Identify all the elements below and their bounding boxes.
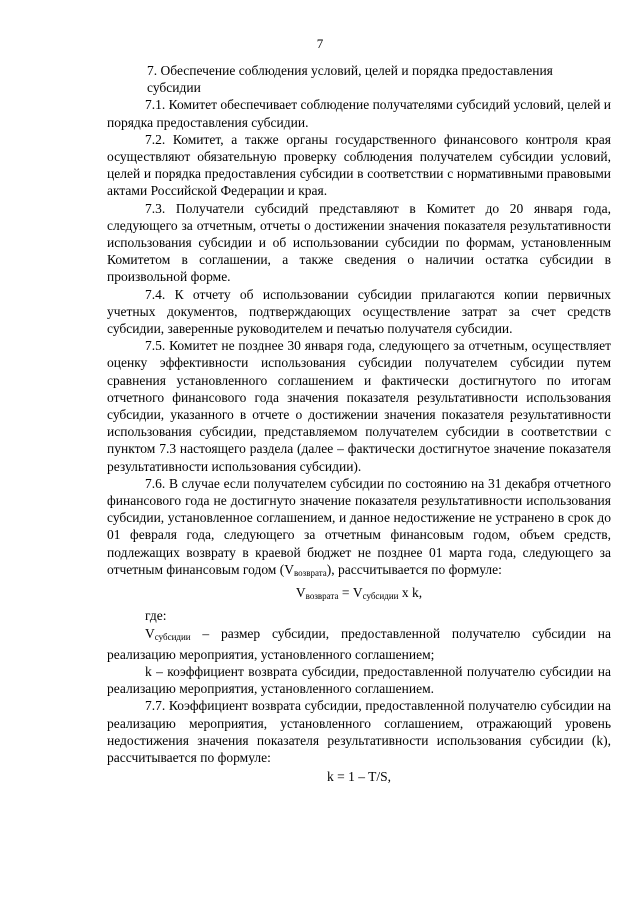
definition-v: V: [145, 625, 155, 641]
paragraph-7-1: 7.1. Комитет обеспечивает соблюдение получателями субсидий условий, целей и порядка предоставления субсидии.: [107, 97, 612, 130]
formula-v-subsidy: V: [352, 585, 363, 601]
definition-v-text: – размер субсидии, предоставленной получателю субсидии на реализацию мероприятия, установленного соглашением;: [107, 625, 611, 662]
paragraph-7-6-text: 7.6. В случае если получателем субсидии по состоянию на 31 декабря отчетного финансового года не достигнуто значение показателя результативности использования субсидии, установленное соглашением, и данное недостижение не устранено в срок до 01 февраля года, следующего за отчетным финансовым годом, объем средств, подлежащих возврату в краевой бюджет не позднее 01 марта года, следующего за отчетным финансовым годом (V: [107, 475, 611, 577]
page-number: 7: [316, 36, 324, 51]
paragraph-7-7: 7.7. Коэффициент возврата субсидии, предоставленной получателю субсидии на реализацию мероприятия, установленного соглашением, отражающий уровень недостижения значения показателя результативности использования субсидии (k), рассчитывается по формуле:: [107, 698, 611, 765]
document-body: [107, 62, 611, 787]
formula-rest: x k,: [398, 585, 423, 601]
formula-return-volume: [107, 584, 611, 605]
where-label: где:: [145, 608, 167, 624]
formula-v-return: V: [295, 585, 306, 601]
paragraph-7-6-subscript: возврата: [293, 567, 327, 578]
definition-k: k – коэффициент возврата субсидии, предоставленной получателю субсидии на реализацию мероприятия, установленного соглашением.: [107, 663, 611, 697]
section-heading: 7. Обеспечение соблюдения условий, целей и порядка предоставления субсидии: [147, 63, 553, 96]
paragraph-7-6: [107, 475, 611, 582]
paragraph-7-6-end: ), рассчитывается по формуле:: [326, 561, 502, 577]
paragraph-7-5: 7.5. Комитет не позднее 30 января года, следующего за отчетным, осуществляет оценку эффективности использования субсидии получателем субсидии путем сравнения установленного соглашением и фактически достигнутого по итогам отчетного финансового года значения показателя результативности использования субсидии, указанного в отчете о достижении значения показателя результативности использования субсидии, представляемом получателем субсидии в соответствии с пунктом 7.3 настоящего раздела (далее – фактически достигнутое значение показателя результативности использования субсидии).: [107, 338, 611, 474]
formula-v-subsidy-subscript: субсидии: [362, 591, 399, 602]
paragraph-7-3: 7.3. Получатели субсидий представляют в Комитет до 20 января года, следующего за отчетным, отчеты о достижении значения показателя результативности использования субсидии и об использовании субсидии по формам, установленным Комитетом в соглашении, а также сведения о наличии остатка субсидии в произвольной форме.: [107, 200, 611, 285]
formula-k: k = 1 – T/S,: [327, 769, 391, 785]
paragraph-7-2: 7.2. Комитет, а также органы государственного финансового контроля края осуществляют обязательную проверку соблюдения получателем субсидии условий, целей и порядка предоставления субсидии в соответствии с нормативными правовыми актами Российской Федерации и края.: [107, 131, 611, 199]
formula-v-return-subscript: возврата: [305, 591, 339, 602]
paragraph-7-4: 7.4. К отчету об использовании субсидии прилагаются копии первичных учетных документов, подтверждающих осуществление затрат за счет средств субсидии, заверенные руководителем и печатью получателя субсидии.: [107, 286, 611, 337]
definition-v-subscript: субсидии: [154, 631, 191, 642]
definition-v-subsidy: [107, 625, 611, 663]
formula-equals: =: [338, 585, 353, 601]
